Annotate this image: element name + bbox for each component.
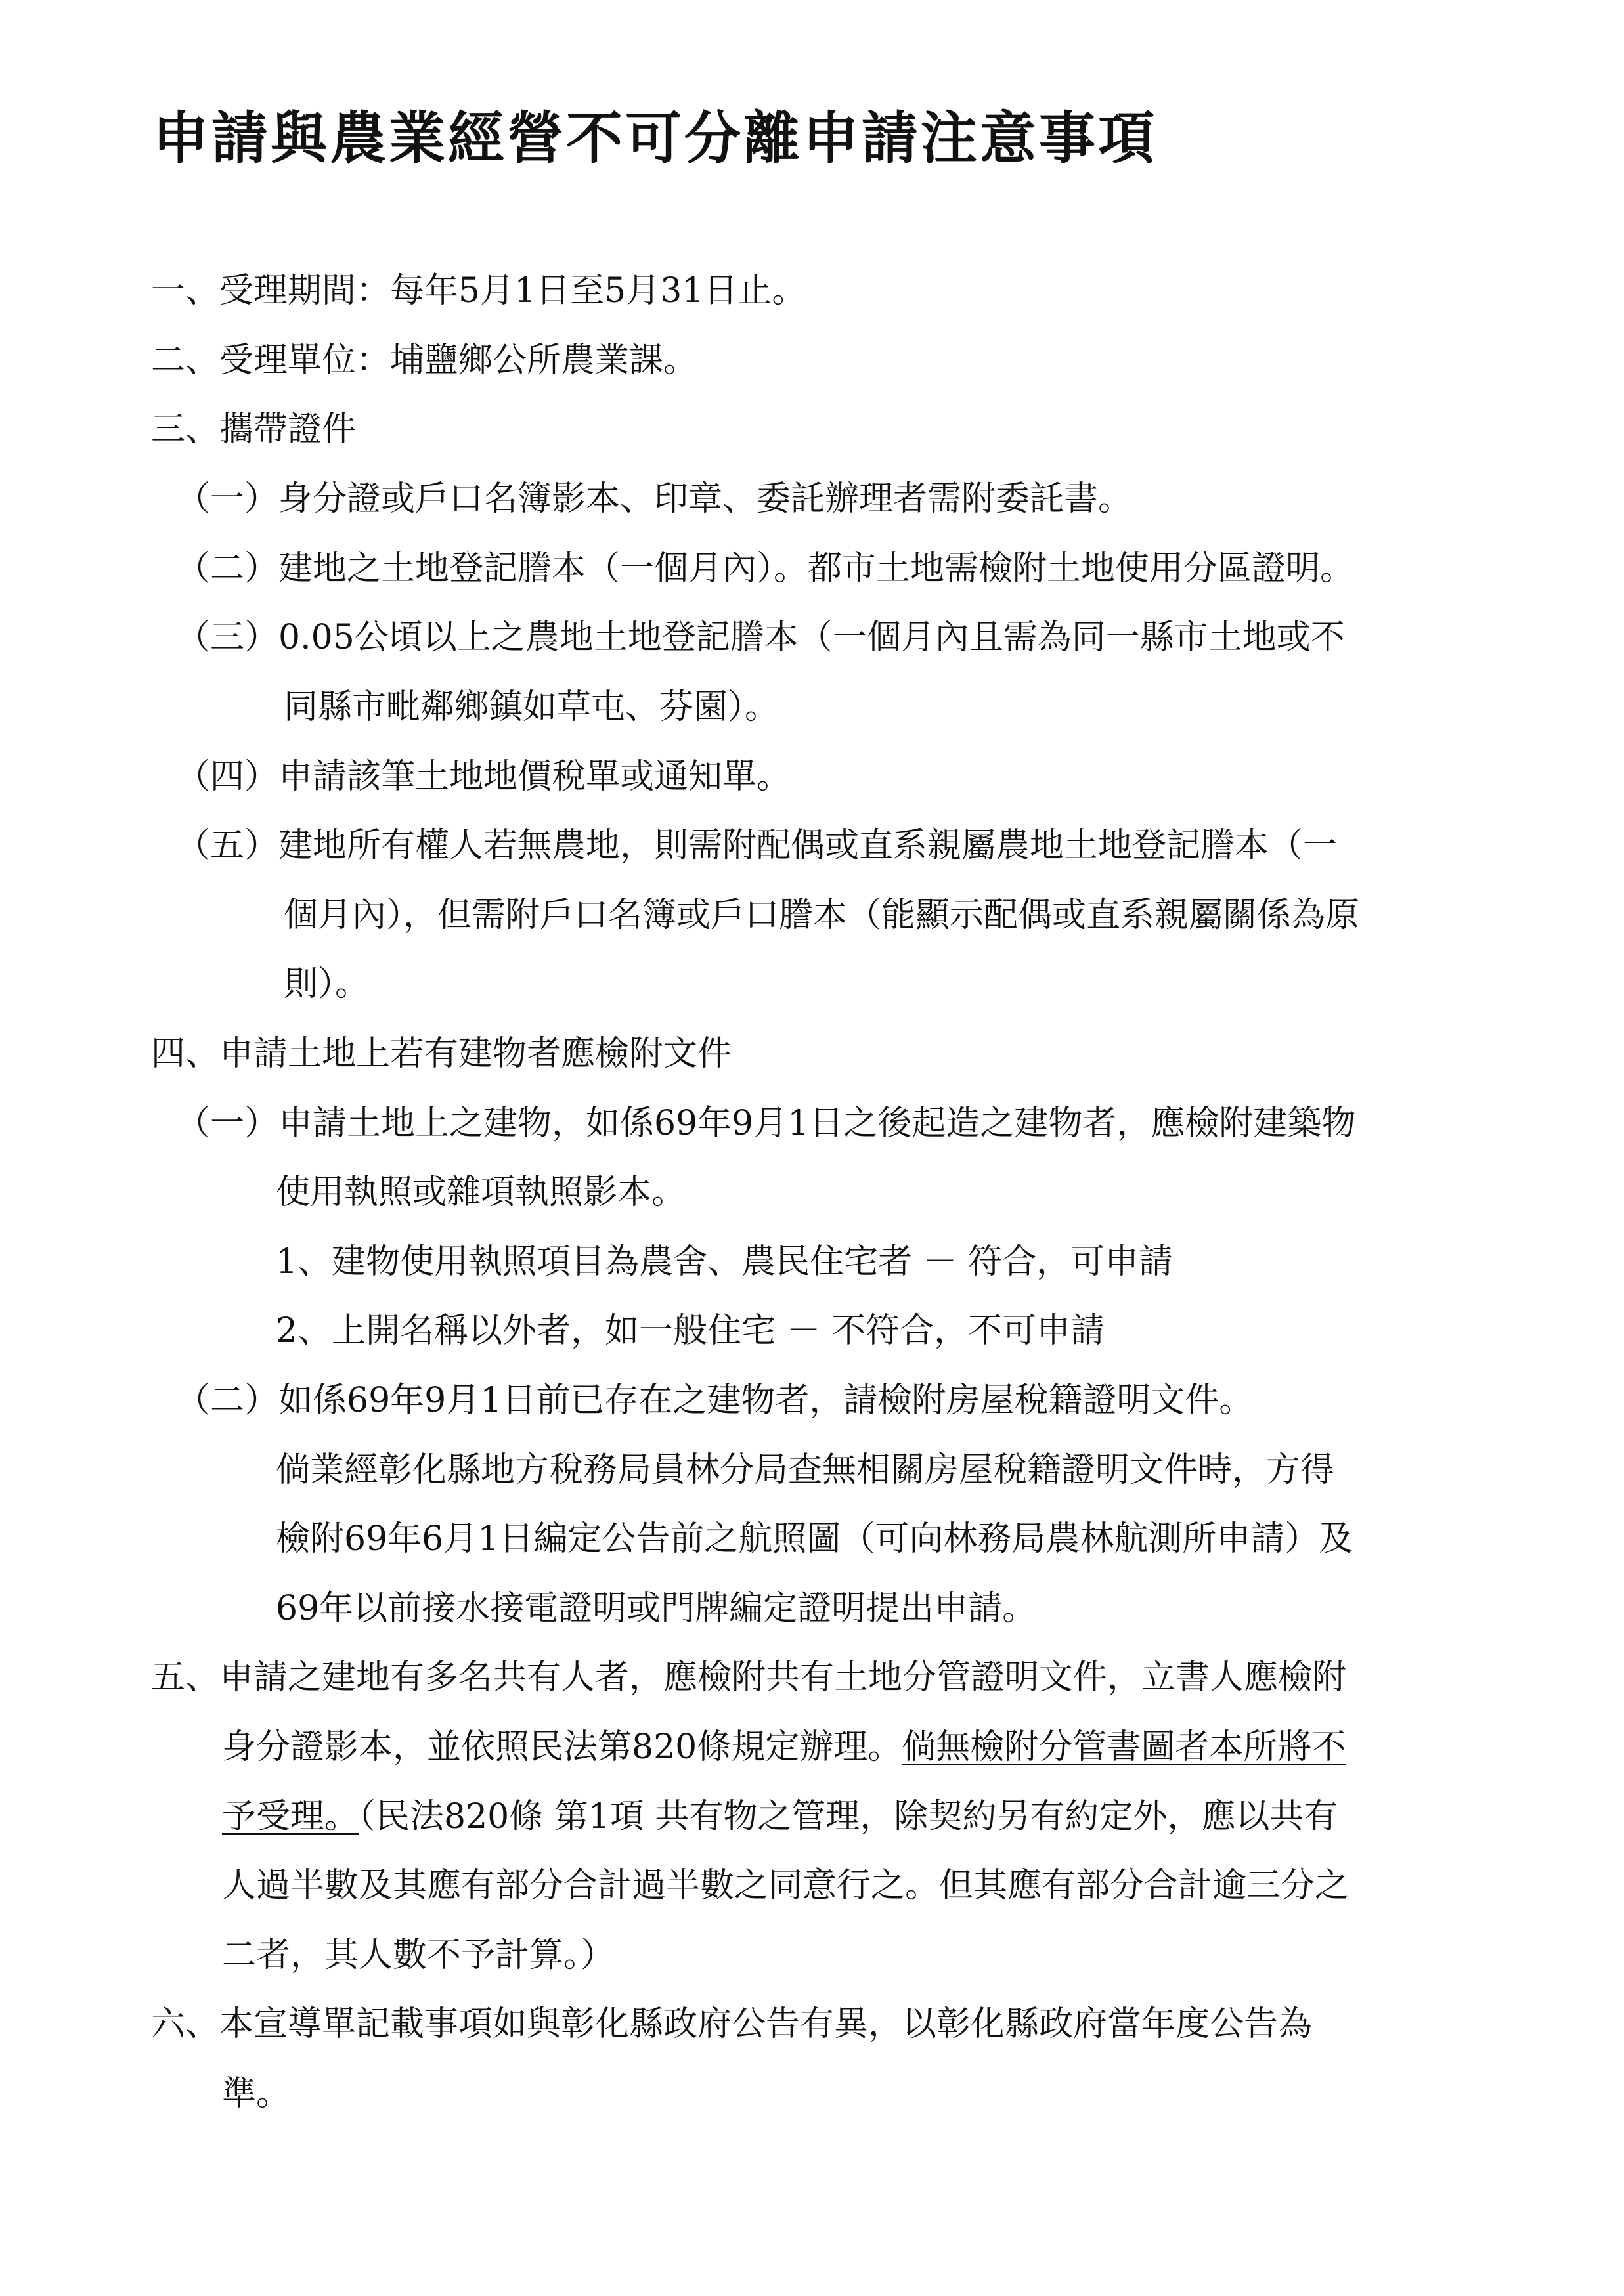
item-5-cont-3: 人過半數及其應有部分合計過半數之同意行之。但其應有部分合計逾三分之 xyxy=(222,1866,1350,1905)
item-3-5-cont-1: 個月內），但需附戶口名簿或戶口謄本（能顯示配偶或直系親屬關係為原 xyxy=(284,896,1360,935)
item-3-5: （五）建地所有權人若無農地，則需附配偶或直系親屬農地土地登記謄本（一 xyxy=(176,826,1338,865)
item-3-3: （三）0.05公頃以上之農地土地登記謄本（一個月內且需為同一縣市土地或不 xyxy=(176,618,1345,657)
item-3-1: （一）身分證或戶口名簿影本、印章、委託辦理者需附委託書。 xyxy=(176,479,1133,519)
item-4-2-cont-2: 檢附69年6月1日編定公告前之航照圖（可向林務局農林航測所申請）及 xyxy=(276,1519,1353,1559)
item-4-2-cont-3: 69年以前接水接電證明或門牌編定證明提出申請。 xyxy=(276,1589,1037,1628)
underlined-warning-part-1: 倘無檢附分管書圖者本所將不 xyxy=(902,1727,1346,1767)
underlined-warning-part-2: 予受理。 xyxy=(222,1797,359,1836)
item-4-heading: 四、申請土地上若有建物者應檢附文件 xyxy=(151,1034,732,1073)
item-4-1-sub-1: 1、建物使用執照項目為農舍、農民住宅者 － 符合，可申請 xyxy=(276,1242,1174,1282)
item-6-cont: 準。 xyxy=(222,2074,291,2113)
civil-code-note: （民法820條 第1項 共有物之管理，除契約另有約定外，應以共有 xyxy=(359,1797,1338,1836)
item-3-4: （四）申請該筆土地地價稅單或通知單。 xyxy=(176,757,791,796)
item-5-cont-2 xyxy=(222,1797,1338,1836)
item-3-5-cont-2: 則）。 xyxy=(284,964,370,1004)
item-4-2: （二）如係69年9月1日前已存在之建物者，請檢附房屋稅籍證明文件。 xyxy=(176,1381,1254,1420)
item-5: 五、申請之建地有多名共有人者，應檢附共有土地分管證明文件，立書人應檢附 xyxy=(151,1658,1347,1697)
item-6: 六、本宣導單記載事項如與彰化縣政府公告有異，以彰化縣政府當年度公告為 xyxy=(151,2004,1313,2044)
item-5-cont-1 xyxy=(222,1727,1346,1767)
item-4-1-sub-2: 2、上開名稱以外者，如一般住宅 － 不符合，不可申請 xyxy=(276,1311,1105,1351)
item-3-2: （二）建地之土地登記謄本（一個月內）。都市土地需檢附土地使用分區證明。 xyxy=(176,549,1355,588)
item-4-2-cont-1: 倘業經彰化縣地方稅務局員林分局查無相關房屋稅籍證明文件時，方得 xyxy=(276,1450,1335,1490)
document-title: 申請與農業經營不可分離申請注意事項 xyxy=(152,105,1157,171)
item-3-heading: 三、攜帶證件 xyxy=(151,410,357,449)
item-5-cont-4: 二者，其人數不予計算。） xyxy=(222,1936,615,1975)
item-4-1-cont: 使用執照或雜項執照影本。 xyxy=(276,1173,686,1212)
item-4-1: （一）申請土地上之建物，如係69年9月1日之後起造之建物者，應檢附建築物 xyxy=(176,1104,1356,1143)
item-5-cont-1-text: 身分證影本，並依照民法第820條規定辦理。 xyxy=(222,1727,902,1767)
item-1-period: 一、受理期間：每年5月1日至5月31日止。 xyxy=(151,271,806,311)
item-3-3-cont: 同縣市毗鄰鄉鎮如草屯、芬園）。 xyxy=(284,687,779,727)
item-2-office: 二、受理單位：埔鹽鄉公所農業課。 xyxy=(151,341,698,380)
